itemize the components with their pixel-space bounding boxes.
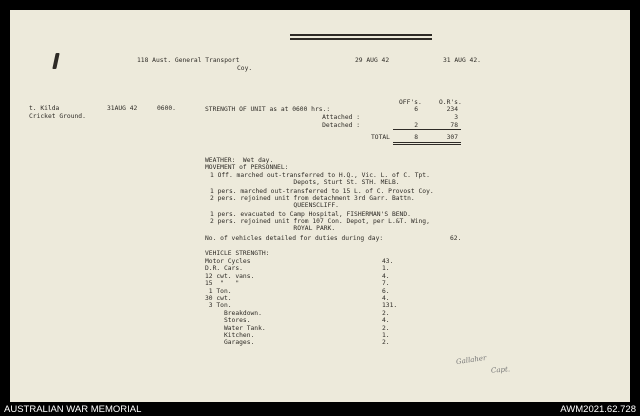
movement-line: 1 pers. evacuated to Camp Hospital, FISHERMAN'S BEND. (210, 211, 411, 218)
attached-label: Attached : (322, 114, 360, 121)
total-or: 307 (446, 134, 458, 141)
entry-time: 0600. (157, 105, 176, 112)
col-header-offrs: OFF's. (399, 99, 422, 106)
unit-name-cont: Coy. (237, 65, 253, 72)
vehicle-type: 15 " " (205, 280, 240, 288)
movement-line: 2 pers. rejoined unit from 107 Con. Depot, per L.&T. Wing, (210, 218, 430, 225)
vehicle-type: Motor Cycles (205, 258, 251, 265)
vehicle-count: 1. (382, 265, 390, 273)
footer-accession-number: AWM2021.62.728 (560, 404, 636, 415)
place: t. Kilda (29, 105, 60, 112)
vehicle-type: Water Tank. (205, 324, 266, 332)
movement-line: 1 pers. marched out-transferred to 15 L. of C. Provost Coy. (210, 188, 434, 195)
vehicle-count: 2. (382, 324, 390, 332)
total-label: TOTAL (371, 134, 390, 141)
vehicle-count: 6. (382, 287, 390, 295)
vehicle-count: 7. (382, 280, 390, 288)
total-rule-lower (393, 142, 461, 143)
vehicle-count: 4. (382, 317, 390, 325)
vehicles-detailed-value: 62. (450, 235, 462, 242)
vehicle-count: 4. (382, 295, 390, 302)
footer-credit: AUSTRALIAN WAR MEMORIAL (4, 404, 142, 415)
unit-name: 118 Aust. General Transport (137, 57, 240, 64)
document-page (10, 10, 630, 402)
movement-title: MOVEMENT of PERSONNEL: (205, 164, 289, 171)
vehicle-type: Kitchen. (205, 332, 255, 339)
vehicle-type: 12 cwt. vans. (205, 272, 255, 280)
vehicle-strength-title: VEHICLE STRENGTH: (205, 250, 270, 257)
vehicle-type: Stores. (205, 317, 251, 325)
vehicles-detailed-label: No. of vehicles detailed for duties during day: (205, 235, 384, 242)
signature: Gallaher (455, 353, 487, 367)
vehicle-count: 2. (382, 339, 390, 347)
total-rule-upper (393, 129, 461, 130)
strength-label: STRENGTH OF UNIT as at 0600 hrs.: (205, 106, 331, 113)
vehicle-type: Breakdown. (205, 309, 262, 317)
vehicle-count: 2. (382, 309, 390, 317)
detached-label: Detached : (322, 122, 360, 129)
movement-line: 2 pers. rejoined unit from detachment 3rd Garr. Battn. (210, 195, 415, 202)
attached-or: 3 (454, 114, 458, 121)
total-off: 8 (414, 134, 418, 141)
total-rule-lower-2 (393, 144, 461, 145)
movement-line: Depots, Sturt St. STH. MELB. (210, 179, 400, 186)
top-double-rule-upper (290, 34, 432, 36)
signature-rank: Capt. (490, 365, 511, 375)
strength-off: 6 (414, 106, 418, 113)
entry-date: 31AUG 42 (107, 105, 138, 112)
top-double-rule-lower (290, 38, 432, 40)
date-from: 29 AUG 42 (355, 57, 390, 64)
place-cont: Cricket Ground. (29, 113, 86, 120)
binder-punch-mark (52, 53, 59, 69)
vehicle-type: 1 Ton. (205, 287, 232, 295)
vehicle-count: 43. (382, 258, 394, 265)
vehicle-type: 3 Ton. (205, 302, 232, 310)
detached-or: 78 (450, 122, 458, 129)
date-to: 31 AUG 42. (443, 57, 481, 64)
vehicle-type: 30 cwt. (205, 295, 232, 302)
movement-line: 1 Off. marched out-transferred to H.Q., Vic. L. of C. Tpt. (210, 172, 430, 179)
vehicle-type: D.R. Cars. (205, 265, 243, 273)
movement-line: ROYAL PARK. (210, 225, 336, 232)
movement-line: QUEENSCLIFF. (210, 202, 339, 209)
vehicle-count: 4. (382, 272, 390, 280)
weather: WEATHER: Wet day. (205, 157, 274, 164)
vehicle-count: 1. (382, 332, 390, 339)
strength-or: 234 (446, 106, 458, 113)
col-header-ors: O.R's. (439, 99, 462, 106)
vehicle-type: Garages. (205, 339, 255, 347)
detached-off: 2 (414, 122, 418, 129)
vehicle-count: 131. (382, 302, 398, 310)
